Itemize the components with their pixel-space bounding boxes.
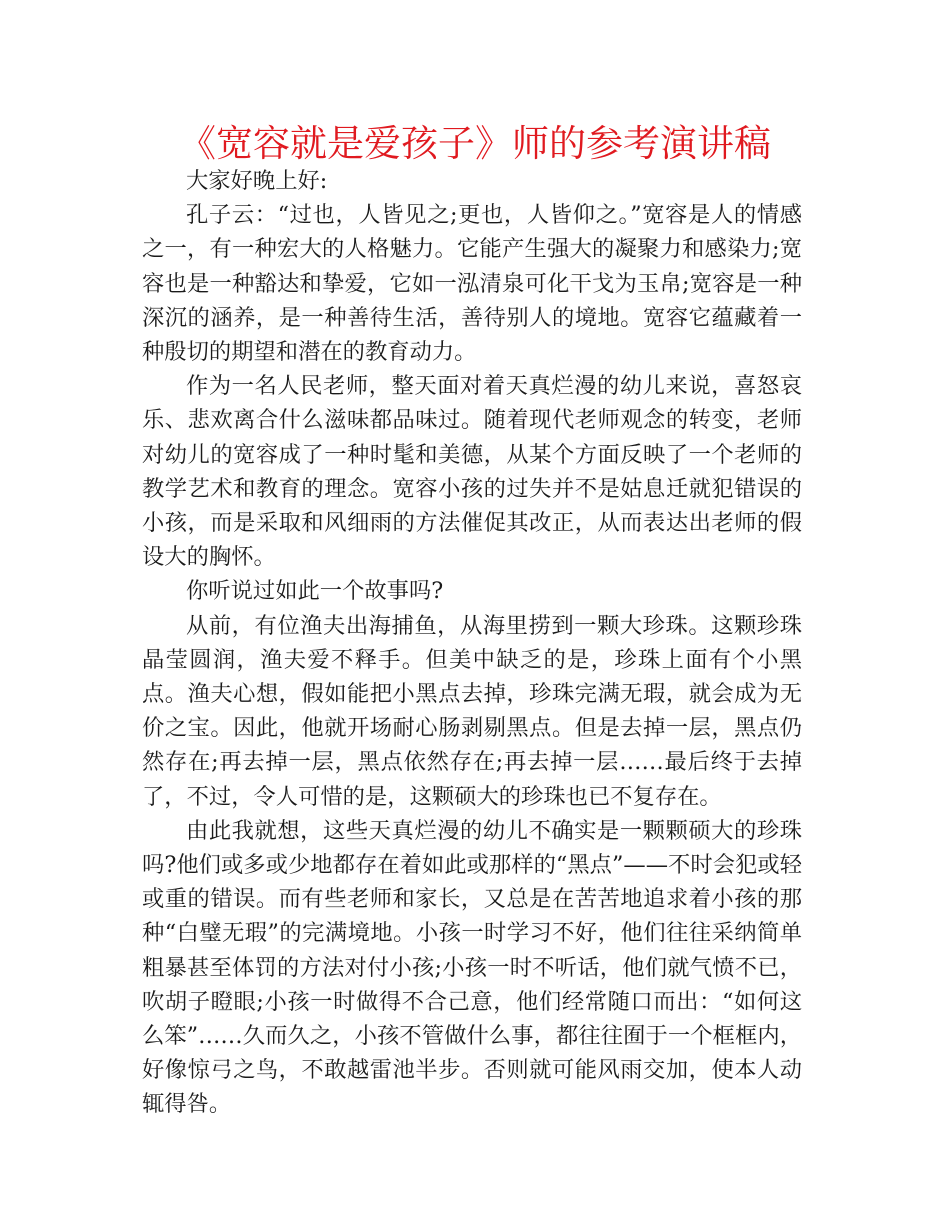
body-paragraph: 孔子云：“过也，人皆见之;更也，人皆仰之。”宽容是人的情感之一，有一种宏大的人格魅力。它能产生强大的凝聚力和感染力;宽容也是一种豁达和挚爱，它如一泓清泉可化干戈为玉帛;宽容是一种深沉的涵养，是一种善待生活，善待别人的境地。宽容它蕴藏着一种殷切的期望和潜在的教育动力。: [142, 202, 802, 366]
body-paragraph: 你听说过如此一个故事吗?: [186, 578, 444, 605]
body-paragraph: 由此我就想，这些天真烂漫的幼儿不确实是一颗颗硕大的珍珠吗?他们或多或少地都存在着如此或那样的“黑点”——不时会犯或轻或重的错误。而有些老师和家长，又总是在苦苦地追求着小孩的那种“白璧无瑕”的完满境地。小孩一时学习不好，他们往往采纳简单粗暴甚至体罚的方法对付小孩;小孩一时不听话，他们就气愤不已，吹胡子瞪眼;小孩一时做得不合己意，他们经常随口而出：“如何这么笨”……久而久之，小孩不管做什么事，都往往囿于一个框框内，好像惊弓之鸟，不敢越雷池半步。否则就可能风雨交加，使本人动辄得咎。: [142, 817, 802, 1118]
body-paragraph: 作为一名人民老师，整天面对着天真烂漫的幼儿来说，喜怒哀乐、悲欢离合什么滋味都品味过。随着现代老师观念的转变，老师对幼儿的宽容成了一种时髦和美德，从某个方面反映了一个老师的教学艺术和教育的理念。宽容小孩的过失并不是姑息迁就犯错误的小孩，而是采取和风细雨的方法催促其改正，从而表达出老师的假设大的胸怀。: [142, 373, 802, 571]
document-body: [142, 164, 802, 1122]
document-title: 《宽容就是爱孩子》师的参考演讲稿: [179, 122, 771, 165]
body-paragraph: 从前，有位渔夫出海捕鱼，从海里捞到一颗大珍珠。这颗珍珠晶莹圆润，渔夫爱不释手。但美中缺乏的是，珍珠上面有个小黑点。渔夫心想，假如能把小黑点去掉，珍珠完满无瑕，就会成为无价之宝。因此，他就开场耐心肠剥剔黑点。但是去掉一层，黑点仍然存在;再去掉一层，黑点依然存在;再去掉一层……最后终于去掉了，不过，令人可惜的是，这颗硕大的珍珠也已不复存在。: [142, 612, 802, 810]
greeting-paragraph: 大家好晚上好:: [186, 168, 328, 194]
